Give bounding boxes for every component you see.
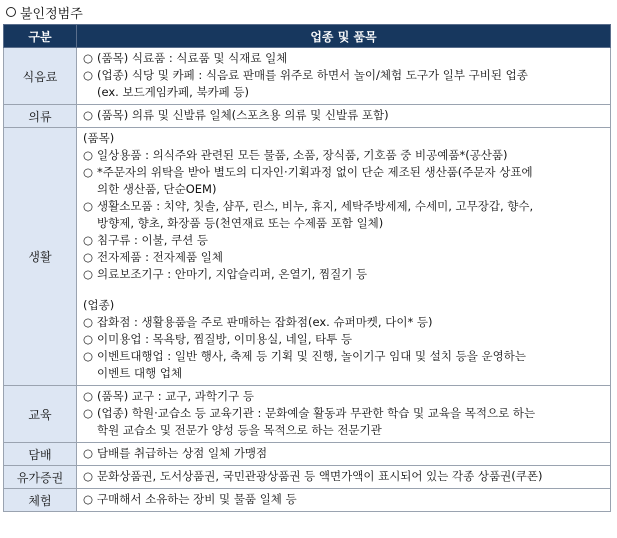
circle-bullet-icon: ○ xyxy=(83,148,94,162)
circle-bullet-icon: ○ xyxy=(83,267,94,281)
list-item-continuation: 의한 생산품, 단순OEM) xyxy=(97,182,217,196)
category-cell: 체험 xyxy=(4,489,77,512)
list-item xyxy=(83,232,604,249)
item-text: 이미용업 : 목욕탕, 찜질방, 이미용실, 네일, 타투 등 xyxy=(97,332,353,346)
category-cell: 유가증권 xyxy=(4,466,77,489)
item-text: 생활소모품 : 치약, 칫솔, 샴푸, 린스, 비누, 휴지, 세탁주방세제, 수세미, 고무장갑, 향수, xyxy=(97,199,534,213)
table-row-experience xyxy=(4,489,611,512)
item-text: 일상용품 : 의식주와 관련된 모든 물품, 소품, 장식품, 기호품 중 비공예품*(공산품) xyxy=(97,148,508,162)
circle-bullet-icon: ○ xyxy=(83,51,94,65)
item-text: 전자제품 : 전자제품 일체 xyxy=(97,250,223,264)
circle-bullet-icon: ○ xyxy=(83,492,94,506)
circle-bullet-icon xyxy=(6,7,16,17)
table-row-food xyxy=(4,48,611,105)
table-row-securities xyxy=(4,466,611,489)
circle-bullet-icon: ○ xyxy=(83,165,94,179)
spacer xyxy=(83,283,604,297)
list-item xyxy=(83,147,604,164)
circle-bullet-icon: ○ xyxy=(83,389,94,403)
list-item-continuation: (ex. 보드게임카페, 북카페 등) xyxy=(97,85,250,99)
category-cell: 생활 xyxy=(4,128,77,386)
item-text: 이벤트대행업 : 일반 행사, 축제 등 기획 및 진행, 놀이기구 임대 및 설치 등을 운영하는 xyxy=(97,349,526,363)
item-text: (업종) 학원·교습소 등 교육기관 : 문화예술 활동과 무관한 학습 및 교육을 목적으로 하는 xyxy=(97,406,536,420)
category-cell: 의류 xyxy=(4,105,77,128)
list-item-continuation: 학원 교습소 및 전문가 양성 등을 목적으로 하는 전문기관 xyxy=(97,423,382,437)
description-cell xyxy=(77,105,611,128)
list-item xyxy=(83,388,604,405)
circle-bullet-icon: ○ xyxy=(83,233,94,247)
list-item xyxy=(83,468,604,485)
list-item xyxy=(83,348,604,365)
section-heading xyxy=(6,3,83,21)
description-cell xyxy=(77,48,611,105)
section-heading-text: 불인정범주 xyxy=(20,6,83,22)
list-item xyxy=(83,266,604,283)
list-item xyxy=(83,314,604,331)
item-text: 침구류 : 이불, 쿠션 등 xyxy=(97,233,209,247)
item-text: (품목) 식료품 : 식료품 및 식재료 일체 xyxy=(97,51,288,65)
list-item-continuation: 이벤트 대행 업체 xyxy=(97,366,183,380)
category-cell: 교육 xyxy=(4,386,77,443)
item-text: 구매해서 소유하는 장비 및 물품 일체 등 xyxy=(97,492,297,506)
list-item xyxy=(83,164,604,181)
list-item xyxy=(83,198,604,215)
circle-bullet-icon: ○ xyxy=(83,108,94,122)
circle-bullet-icon: ○ xyxy=(83,315,94,329)
item-text: 문화상품권, 도서상품권, 국민관광상품권 등 액면가액이 표시되어 있는 각종 상품권(쿠폰) xyxy=(97,469,543,483)
description-cell xyxy=(77,466,611,489)
list-item-continuation: 방향제, 향초, 화장품 등(천연재료 또는 수제품 포함 일체) xyxy=(97,216,384,230)
column-header-items: 업종 및 품목 xyxy=(77,25,611,48)
item-text: (품목) 의류 및 신발류 일체(스포츠용 의류 및 신발류 포함) xyxy=(97,108,389,122)
table-row-clothing xyxy=(4,105,611,128)
list-item xyxy=(83,491,604,508)
description-cell xyxy=(77,386,611,443)
circle-bullet-icon: ○ xyxy=(83,446,94,460)
table-row-tobacco xyxy=(4,443,611,466)
list-item xyxy=(83,107,604,124)
circle-bullet-icon: ○ xyxy=(83,349,94,363)
item-text: 담배를 취급하는 상점 일체 가맹점 xyxy=(97,446,268,460)
category-cell: 식음료 xyxy=(4,48,77,105)
description-cell xyxy=(77,128,611,386)
circle-bullet-icon: ○ xyxy=(83,332,94,346)
circle-bullet-icon: ○ xyxy=(83,250,94,264)
circle-bullet-icon: ○ xyxy=(83,469,94,483)
item-text: (품목) 교구 : 교구, 과학기구 등 xyxy=(97,389,254,403)
table-row-education xyxy=(4,386,611,443)
table-row-living xyxy=(4,128,611,386)
table-header-row xyxy=(4,25,611,48)
circle-bullet-icon: ○ xyxy=(83,68,94,82)
subsection-label: (품목) xyxy=(83,131,115,145)
circle-bullet-icon: ○ xyxy=(83,406,94,420)
column-header-category: 구분 xyxy=(4,25,77,48)
list-item xyxy=(83,445,604,462)
item-text: *주문자의 위탁을 받아 별도의 디자인·기획과정 없이 단순 제조된 생산품(주문자 상표에 xyxy=(97,165,533,179)
item-text: (업종) 식당 및 카페 : 식음료 판매를 위주로 하면서 놀이/체험 도구가 일부 구비된 업종 xyxy=(97,68,528,82)
list-item xyxy=(83,405,604,422)
category-cell: 담배 xyxy=(4,443,77,466)
description-cell xyxy=(77,443,611,466)
list-item xyxy=(83,50,604,67)
list-item xyxy=(83,249,604,266)
list-item xyxy=(83,67,604,84)
item-text: 잡화점 : 생활용품을 주로 판매하는 잡화점(ex. 슈퍼마켓, 다이* 등) xyxy=(97,315,433,329)
description-cell xyxy=(77,489,611,512)
exclusion-category-table xyxy=(3,24,611,512)
subsection-label: (업종) xyxy=(83,298,115,312)
list-item xyxy=(83,331,604,348)
item-text: 의료보조기구 : 안마기, 지압슬리퍼, 온열기, 찜질기 등 xyxy=(97,267,368,281)
circle-bullet-icon: ○ xyxy=(83,199,94,213)
